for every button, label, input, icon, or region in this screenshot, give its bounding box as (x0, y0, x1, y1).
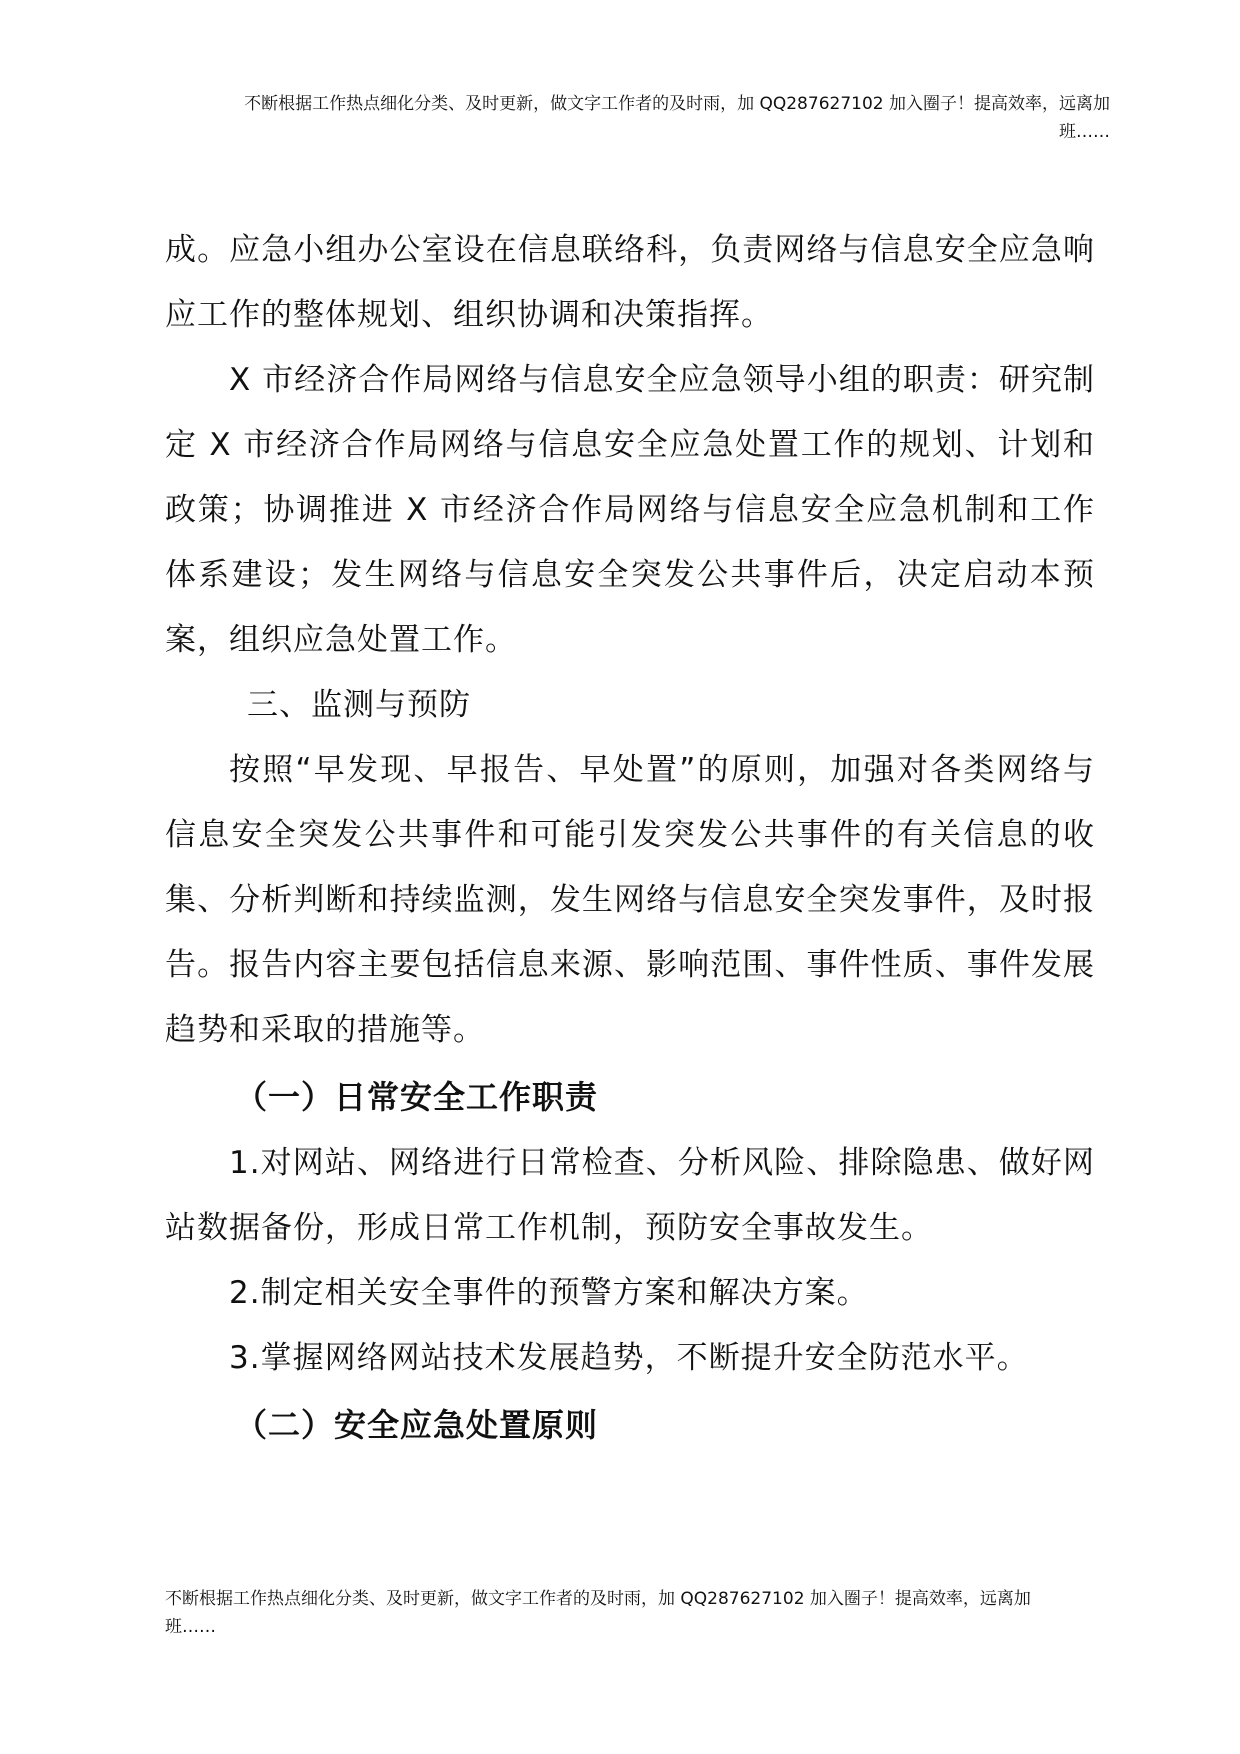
list-item-2: 2.制定相关安全事件的预警方案和解决方案。 (229, 1275, 869, 1311)
footer-line-2: 班…… (165, 1617, 216, 1637)
footer-line-1: 不断根据工作热点细化分类、及时更新，做文字工作者的及时雨，加 QQ287627102 加入圈子！提高效率，远离加 (165, 1589, 1031, 1609)
page-header-note (170, 90, 1110, 146)
document-body (165, 218, 1095, 1459)
paragraph-leadership-duties: X 市经济合作局网络与信息安全应急领导小组的职责：研究制定 X 市经济合作局网络与信息安全应急处置工作的规划、计划和政策；协调推进 X 市经济合作局网络与信息安全应急机制和工作体系建设；发生网络与信息安全突发公共事件后，决定启动本预案，组织应急处置工作。 (165, 362, 1095, 658)
list-item-3: 3.掌握网络网站技术发展趋势，不断提升安全防范水平。 (229, 1340, 1029, 1376)
section-heading-monitoring: 三、监测与预防 (247, 687, 471, 723)
header-line-1: 不断根据工作热点细化分类、及时更新，做文字工作者的及时雨，加 QQ287627102 加入圈子！提高效率，远离加 (244, 94, 1110, 114)
subheading-response-principles: （二）安全应急处置原则 (235, 1406, 599, 1444)
paragraph-monitoring-principle: 按照“早发现、早报告、早处置”的原则，加强对各类网络与信息安全突发公共事件和可能引发突发公共事件的有关信息的收集、分析判断和持续监测，发生网络与信息安全突发事件，及时报告。报告内容主要包括信息来源、影响范围、事件性质、事件发展趋势和采取的措施等。 (165, 752, 1095, 1048)
list-item-1: 1.对网站、网络进行日常检查、分析风险、排除隐患、做好网站数据备份，形成日常工作机制，预防安全事故发生。 (165, 1145, 1095, 1246)
subheading-daily-duties: （一）日常安全工作职责 (235, 1078, 599, 1116)
page-footer-note (165, 1585, 1095, 1641)
paragraph-continuation: 成。应急小组办公室设在信息联络科，负责网络与信息安全应急响应工作的整体规划、组织协调和决策指挥。 (165, 232, 1095, 333)
header-line-2: 班…… (1059, 122, 1110, 142)
